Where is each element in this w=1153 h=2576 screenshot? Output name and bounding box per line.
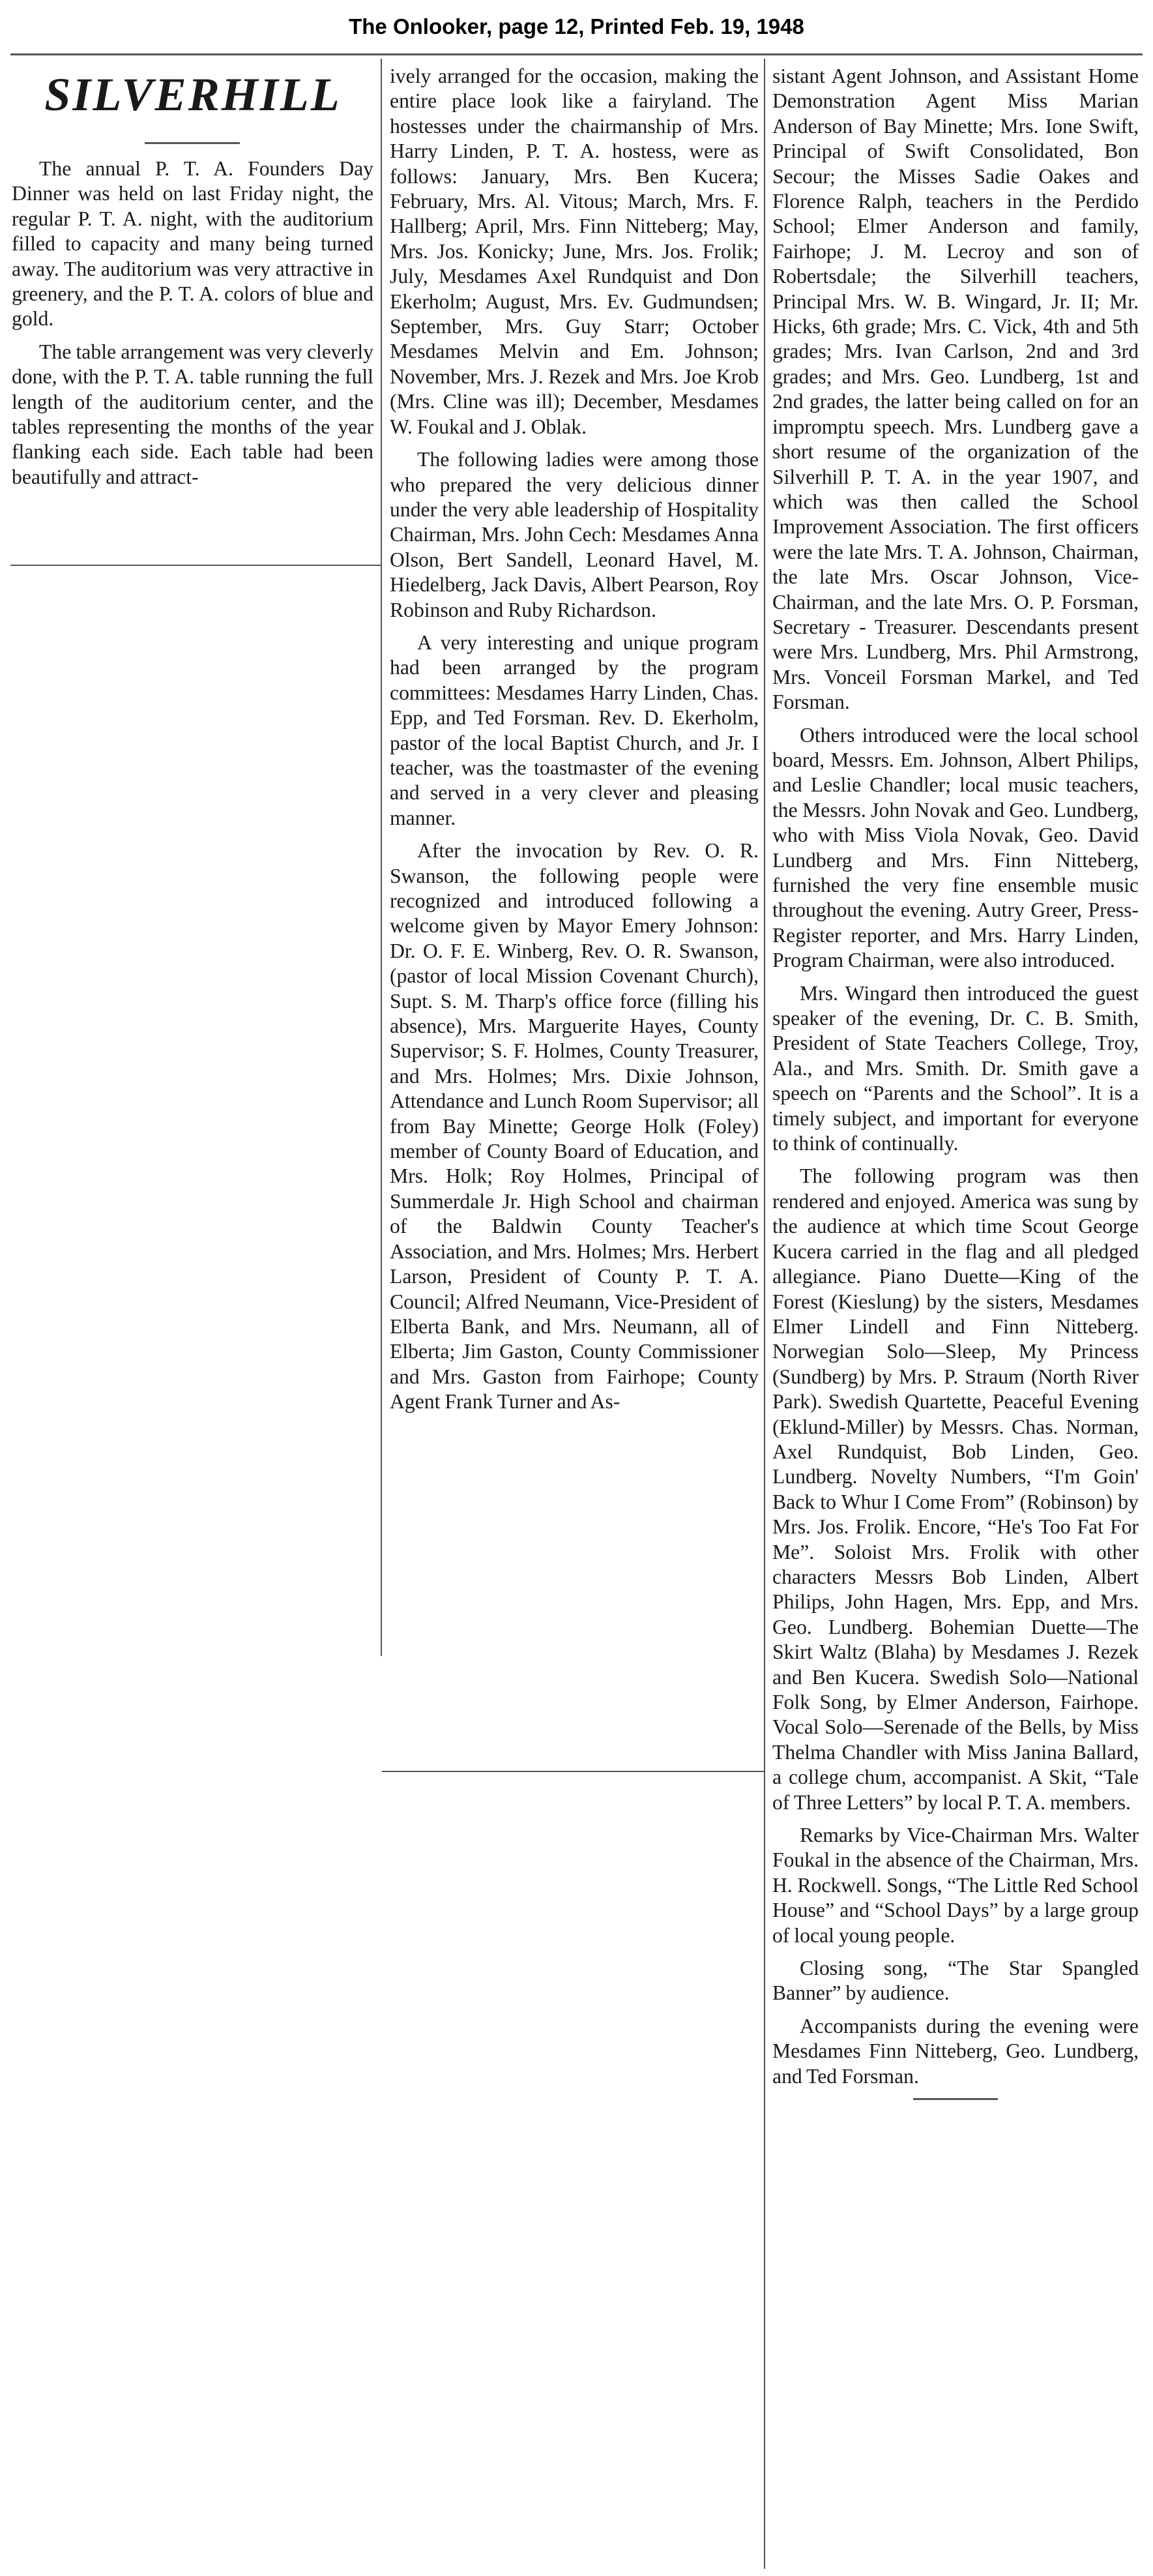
page-header: The Onlooker, page 12, Printed Feb. 19, 1948	[349, 14, 804, 38]
paragraph: Accompanists during the evening were Mesdames Finn Nitteberg, Geo. Lundberg, and Ted Forsman.	[772, 2014, 1139, 2088]
article-end-rule	[913, 2098, 998, 2100]
article-column-3	[772, 64, 1139, 2100]
col1-end-rule	[10, 565, 381, 566]
paragraph: After the invocation by Rev. O. R. Swanson, the following people were recognized and introduced following a welcome given by Mayor Emery Johnson: Dr. O. F. E. Winberg, Rev. O. R. Swanson, (pastor of local Mission Covenant Church), Supt. S. M. Tharp's office force (filling his absence), Mrs. Marguerite Hayes, County Supervisor; S. F. Holmes, County Treasurer, and Mrs. Holmes; Mrs. Dixie Johnson, Attendance and Lunch Room Supervisor; all from Bay Minette; George Holk (Foley) member of County Board of Education, and Mrs. Holk; Roy Holmes, Principal of Summerdale Jr. High School and chairman of the Baldwin County Teacher's Association, and Mrs. Holmes; Mrs. Herbert Larson, President of County P. T. A. Council; Alfred Neumann, Vice-President of Elberta Bank, and Mrs. Neumann, all of Elberta; Jim Gaston, County Commissioner and Mrs. Gaston from Fairhope; County Agent Frank Turner and As-	[390, 839, 759, 1414]
article-column-2	[390, 64, 759, 1415]
headline-underline	[145, 142, 240, 144]
paragraph: ively arranged for the occasion, making the entire place look like a fairyland. The hostesses under the chairmanship of Mrs. Harry Linden, P. T. A. hostess, were as follows: January, Mrs. Ben Kucera; February, Mrs. Al. Vitous; March, Mrs. F. Hallberg; April, Mrs. Finn Nitteberg; May, Mrs. Jos. Konicky; June, Mrs. Jos. Frolik; July, Mesdames Axel Rundquist and Don Ekerholm; August, Mrs. Ev. Gudmundsen; September, Mrs. Guy Starr; October Mesdames Melvin and Em. Johnson; November, Mrs. J. Rezek and Mrs. Joe Krob (Mrs. Cline was ill); December, Mesdames W. Foukal and J. Oblak.	[390, 65, 759, 438]
article-column-1	[12, 156, 373, 490]
paragraph: Remarks by Vice-Chairman Mrs. Walter Foukal in the absence of the Chairman, Mrs. H. Rockwell. Songs, “The Little Red School House” and “School Days” by a large group of local young people.	[772, 1824, 1139, 1947]
column-divider-1	[381, 59, 382, 1656]
paragraph: The following ladies were among those who prepared the very delicious dinner under the very able leadership of Hospitality Chairman, Mrs. John Cech: Mesdames Anna Olson, Bert Sandell, Leonard Havel, M. Hiedelberg, Jack Davis, Albert Pearson, Roy Robinson and Ruby Richardson.	[390, 448, 759, 621]
paragraph: Others introduced were the local school board, Messrs. Em. Johnson, Albert Philips, and Leslie Chandler; local music teachers, the Messrs. John Novak and Geo. Lundberg, who with Miss Viola Novak, Geo. David Lundberg and Mrs. Finn Nitteberg, furnished the very fine ensemble music throughout the evening. Autry Greer, Press-Register reporter, and Mrs. Harry Linden, Program Chairman, were also introduced.	[772, 723, 1139, 972]
article-headline: SILVERHILL	[44, 68, 342, 121]
paragraph: Mrs. Wingard then introduced the guest speaker of the evening, Dr. C. B. Smith, President of State Teachers College, Troy, Ala., and Mrs. Smith. Dr. Smith gave a speech on “Parents and the School”. It is a timely subject, and important for everyone to think of continually.	[772, 981, 1139, 1155]
paragraph: The following program was then rendered and enjoyed. America was sung by the audience at which time Scout George Kucera carried in the flag and all pledged allegiance. Piano Duette—King of the Forest (Kieslung) by the sisters, Mesdames Elmer Lindell and Finn Nitteberg. Norwegian Solo—Sleep, My Princess (Sundberg) by Mrs. P. Straum (North River Park). Swedish Quartette, Peaceful Evening (Eklund-Miller) by Messrs. Chas. Norman, Axel Rundquist, Bob Linden, Geo. Lundberg. Novelty Numbers, “I'm Goin' Back to Whur I Come From” (Robinson) by Mrs. Jos. Frolik. Encore, “He's Too Fat For Me”. Soloist Mrs. Frolik with other characters Messrs Bob Linden, Albert Philips, John Hagen, Mrs. Epp, and Mrs. Geo. Lundberg. Bohemian Duette—The Skirt Waltz (Blaha) by Mesdames J. Rezek and Ben Kucera. Swedish Solo—National Folk Song, by Elmer Anderson, Fairhope. Vocal Solo—Serenade of the Bells, by Miss Thelma Chandler with Miss Janina Ballard, a college chum, accompanist. A Skit, “Tale of Three Letters” by local P. T. A. members.	[772, 1164, 1139, 1814]
paragraph: sistant Agent Johnson, and Assistant Home Demonstration Agent Miss Marian Anderson of Bay Minette; Mrs. Ione Swift, Principal of Swift Consolidated, Bon Secour; the Misses Sadie Oakes and Florence Ralph, teachers in the Perdido School; Elmer Anderson and family, Fairhope; J. M. Lecroy and son of Robertsdale; the Silverhill teachers, Principal Mrs. W. B. Wingard, Jr. II; Mr. Hicks, 6th grade; Mrs. C. Vick, 4th and 5th grades; Mrs. Ivan Carlson, 2nd and 3rd grades; and Mrs. Geo. Lundberg, 1st and 2nd grades, the latter being called on for an impromptu speech. Mrs. Lundberg gave a short resume of the organization of the Silverhill P. T. A. in the year 1907, and which was then called the School Improvement Association. The first officers were the late Mrs. T. A. Johnson, Chairman, the late Mrs. Oscar Johnson, Vice-Chairman, and the late Mrs. O. P. Forsman, Secretary - Treasurer. Descendants present were Mrs. Lundberg, Mrs. Phil Armstrong, Mrs. Vonceil Forsman Markel, and Ted Forsman.	[772, 65, 1139, 714]
col2-end-rule	[382, 1771, 764, 1772]
top-rule	[10, 53, 1143, 55]
paragraph: Closing song, “The Star Spangled Banner” by audience.	[772, 1957, 1139, 2005]
paragraph: The table arrangement was very cleverly done, with the P. T. A. table running the full length of the auditorium center, and the tables representing the months of the year flanking each side. Each table had been beautifully and attract-	[12, 340, 373, 488]
paragraph: A very interesting and unique program had been arranged by the program committees: Mesdames Harry Linden, Chas. Epp, and Ted Forsman. Rev. D. Ekerholm, pastor of the local Baptist Church, and Jr. I teacher, was the toastmaster of the evening and served in a very clever and pleasing manner.	[390, 630, 759, 829]
paragraph: The annual P. T. A. Founders Day Dinner was held on last Friday night, the regular P. T. A. night, with the auditorium filled to capacity and many being turned away. The auditorium was very attractive in greenery, and the P. T. A. colors of blue and gold.	[12, 157, 373, 331]
column-divider-2	[764, 59, 765, 2569]
